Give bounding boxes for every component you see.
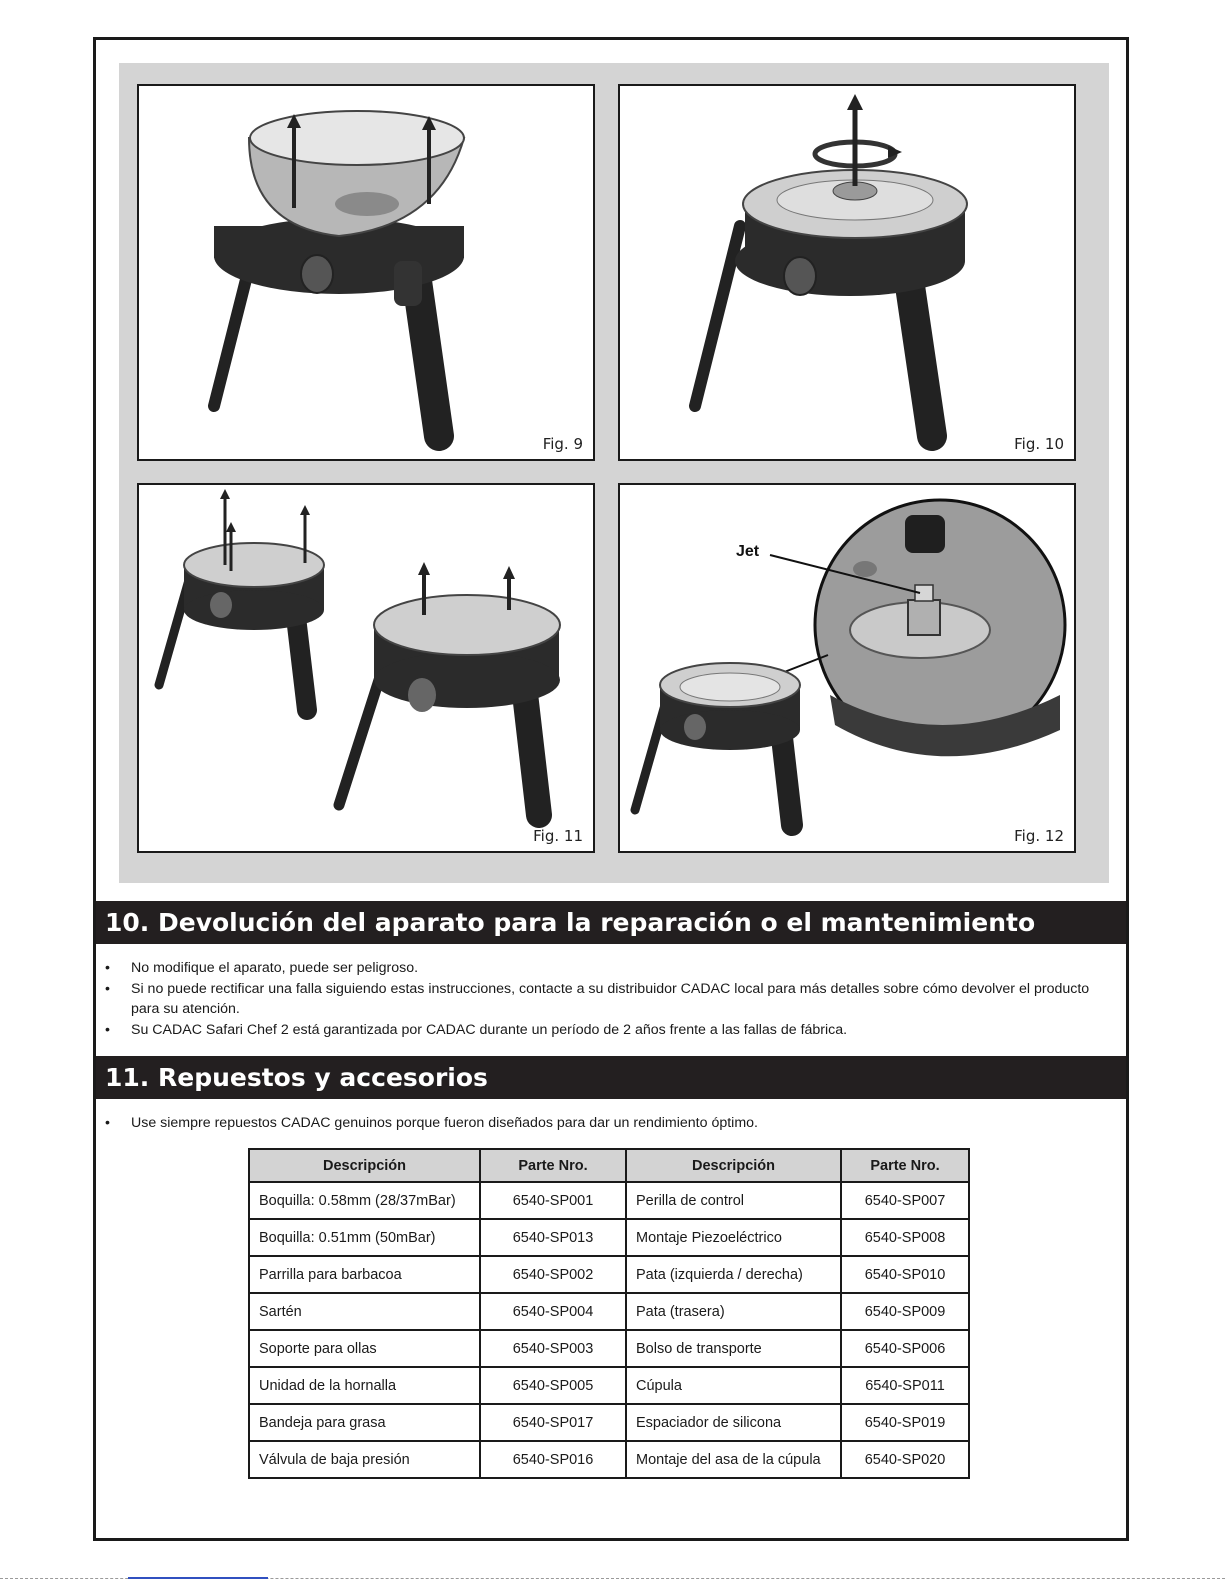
- figure-9: [137, 84, 595, 461]
- table-cell: 6540-SP006: [841, 1330, 969, 1367]
- footer-link-underline: [128, 1577, 268, 1579]
- table-cell: Unidad de la hornalla: [249, 1367, 480, 1404]
- column-header: Descripción: [249, 1149, 480, 1182]
- figure-area: [119, 63, 1109, 883]
- table-cell: 6540-SP010: [841, 1256, 969, 1293]
- table-cell: 6540-SP004: [480, 1293, 626, 1330]
- section-11-heading: 11. Repuestos y accesorios: [96, 1056, 1126, 1099]
- fig-11-label: Fig. 11: [533, 827, 583, 845]
- list-item: • Si no puede rectificar una falla siguiendo estas instrucciones, contacte a su distribuidor CADAC local para más detalles sobre cómo devolver el producto para su atención.: [105, 979, 1115, 1020]
- table-cell: 6540-SP019: [841, 1404, 969, 1441]
- list-item: • Su CADAC Safari Chef 2 está garantizada por CADAC durante un período de 2 años frente a las fallas de fábrica.: [105, 1020, 1115, 1041]
- table-row: [249, 1256, 969, 1293]
- fig-12-label: Fig. 12: [1014, 827, 1064, 845]
- table-cell: 6540-SP005: [480, 1367, 626, 1404]
- fig12-illustration: [620, 485, 1074, 851]
- table-cell: 6540-SP011: [841, 1367, 969, 1404]
- table-row: [249, 1182, 969, 1219]
- table-cell: Parrilla para barbacoa: [249, 1256, 480, 1293]
- fig-9-label: Fig. 9: [542, 435, 583, 453]
- table-cell: 6540-SP016: [480, 1441, 626, 1478]
- table-cell: 6540-SP008: [841, 1219, 969, 1256]
- table-cell: Montaje del asa de la cúpula: [626, 1441, 841, 1478]
- table-cell: Espaciador de silicona: [626, 1404, 841, 1441]
- table-cell: 6540-SP020: [841, 1441, 969, 1478]
- table-cell: 6540-SP013: [480, 1219, 626, 1256]
- table-cell: Pata (trasera): [626, 1293, 841, 1330]
- figure-10: [618, 84, 1076, 461]
- table-cell: Boquilla: 0.51mm (50mBar): [249, 1219, 480, 1256]
- table-row: [249, 1219, 969, 1256]
- table-cell: 6540-SP001: [480, 1182, 626, 1219]
- section-10-heading: 10. Devolución del aparato para la reparación o el mantenimiento: [96, 901, 1126, 944]
- table-cell: Boquilla: 0.58mm (28/37mBar): [249, 1182, 480, 1219]
- table-cell: Pata (izquierda / derecha): [626, 1256, 841, 1293]
- list-item: • No modifique el aparato, puede ser peligroso.: [105, 958, 1115, 979]
- fig9-illustration: [139, 86, 593, 459]
- figure-12: [618, 483, 1076, 853]
- jet-callout-label: Jet: [736, 543, 760, 560]
- fig10-illustration: [620, 86, 1074, 459]
- table-cell: 6540-SP003: [480, 1330, 626, 1367]
- table-cell: Cúpula: [626, 1367, 841, 1404]
- table-cell: Montaje Piezoeléctrico: [626, 1219, 841, 1256]
- table-row: [249, 1367, 969, 1404]
- column-header: Parte Nro.: [480, 1149, 626, 1182]
- figure-11: [137, 483, 595, 853]
- table-cell: Bolso de transporte: [626, 1330, 841, 1367]
- list-item: • Use siempre repuestos CADAC genuinos porque fueron diseñados para dar un rendimiento óptimo.: [105, 1113, 1115, 1134]
- table-row: [249, 1293, 969, 1330]
- table-cell: Soporte para ollas: [249, 1330, 480, 1367]
- table-cell: Sartén: [249, 1293, 480, 1330]
- fig11-illustration: [139, 485, 593, 851]
- parts-table: [248, 1148, 970, 1479]
- fig-10-label: Fig. 10: [1014, 435, 1064, 453]
- table-cell: 6540-SP017: [480, 1404, 626, 1441]
- section-11-bullet-list: [105, 1113, 1115, 1134]
- table-cell: Válvula de baja presión: [249, 1441, 480, 1478]
- table-cell: 6540-SP007: [841, 1182, 969, 1219]
- table-row: [249, 1330, 969, 1367]
- column-header: Parte Nro.: [841, 1149, 969, 1182]
- table-cell: Bandeja para grasa: [249, 1404, 480, 1441]
- table-row: [249, 1404, 969, 1441]
- column-header: Descripción: [626, 1149, 841, 1182]
- table-cell: Perilla de control: [626, 1182, 841, 1219]
- table-cell: 6540-SP009: [841, 1293, 969, 1330]
- section-10-bullet-list: [105, 958, 1115, 1040]
- table-row: [249, 1441, 969, 1478]
- table-header-row: [249, 1149, 969, 1182]
- table-cell: 6540-SP002: [480, 1256, 626, 1293]
